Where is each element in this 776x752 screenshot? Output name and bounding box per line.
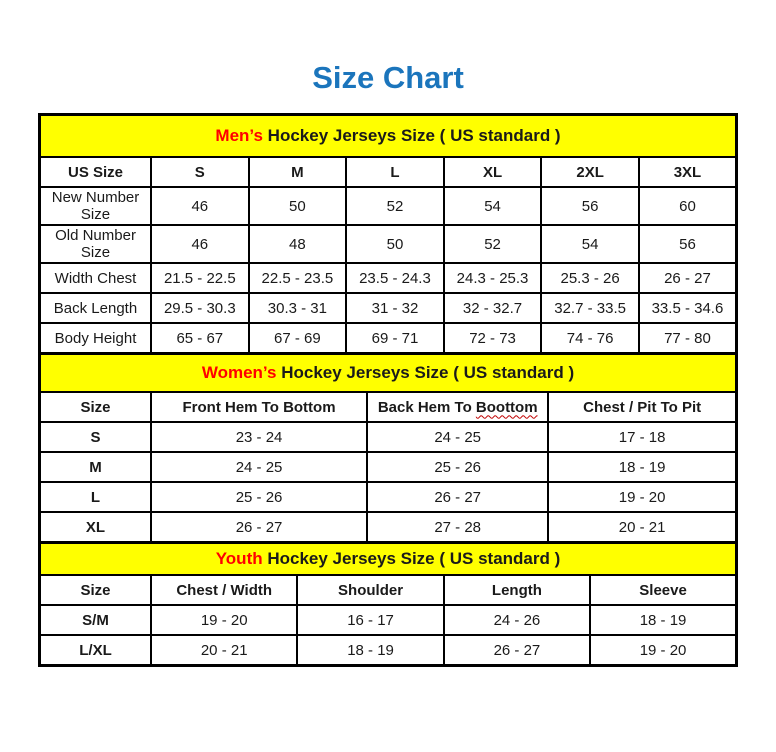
table-cell: 48	[249, 225, 347, 263]
page-title: Size Chart	[312, 60, 464, 95]
table-cell: 23.5 - 24.3	[346, 263, 444, 293]
column-header: Shoulder	[297, 575, 443, 605]
row-label: L	[40, 482, 152, 512]
table-cell: 26 - 27	[444, 635, 590, 666]
table-cell: 46	[151, 187, 249, 225]
table-cell: 65 - 67	[151, 323, 249, 354]
table-cell: 19 - 20	[548, 482, 736, 512]
column-header: XL	[444, 157, 542, 187]
table-cell: 32 - 32.7	[444, 293, 542, 323]
table-row	[40, 482, 737, 512]
table-row	[40, 293, 737, 323]
section-title-text: Hockey Jerseys Size ( US standard )	[262, 549, 561, 568]
table-cell: 56	[541, 187, 639, 225]
size-table-womens	[38, 352, 738, 544]
table-cell: 56	[639, 225, 737, 263]
table-row	[40, 422, 737, 452]
table-cell: 24 - 26	[444, 605, 590, 635]
header-row	[40, 392, 737, 422]
table-cell: 17 - 18	[548, 422, 736, 452]
size-table-youth	[38, 541, 738, 667]
table-cell: 20 - 21	[548, 512, 736, 543]
header-row	[40, 157, 737, 187]
table-cell: 18 - 19	[590, 605, 736, 635]
table-row	[40, 635, 737, 666]
header-row	[40, 575, 737, 605]
table-cell: 77 - 80	[639, 323, 737, 354]
row-label: S/M	[40, 605, 152, 635]
section-title-accent: Men’s	[215, 126, 263, 145]
section-title-accent: Women’s	[201, 363, 277, 382]
table-cell: 24 - 25	[367, 422, 548, 452]
column-header: 3XL	[639, 157, 737, 187]
section-title-text: Hockey Jerseys Size ( US standard )	[276, 363, 575, 382]
table-row	[40, 605, 737, 635]
column-header: Length	[444, 575, 590, 605]
column-header: US Size	[40, 157, 152, 187]
table-cell: 26 - 27	[367, 482, 548, 512]
table-cell: 50	[346, 225, 444, 263]
column-header: Chest / Pit To Pit	[548, 392, 736, 422]
table-cell: 19 - 20	[151, 605, 297, 635]
table-cell: 50	[249, 187, 347, 225]
section-title-text: Hockey Jerseys Size ( US standard )	[262, 126, 561, 145]
column-header: Back Hem To Boottom	[367, 392, 548, 422]
table-row	[40, 263, 737, 293]
row-label: L/XL	[40, 635, 152, 666]
table-cell: 25.3 - 26	[541, 263, 639, 293]
row-label: M	[40, 452, 152, 482]
table-row	[40, 225, 737, 263]
table-cell: 54	[444, 187, 542, 225]
column-header: 2XL	[541, 157, 639, 187]
column-header: Front Hem To Bottom	[151, 392, 367, 422]
table-cell: 31 - 32	[346, 293, 444, 323]
size-table-mens	[38, 113, 738, 355]
row-label: XL	[40, 512, 152, 543]
row-label: Old Number Size	[40, 225, 152, 263]
row-label: Back Length	[40, 293, 152, 323]
table-cell: 46	[151, 225, 249, 263]
section-title-accent: Youth	[215, 549, 263, 568]
table-cell: 69 - 71	[346, 323, 444, 354]
table-row	[40, 187, 737, 225]
table-cell: 18 - 19	[548, 452, 736, 482]
table-cell: 20 - 21	[151, 635, 297, 666]
table-cell: 32.7 - 33.5	[541, 293, 639, 323]
table-cell: 29.5 - 30.3	[151, 293, 249, 323]
table-cell: 54	[541, 225, 639, 263]
table-cell: 72 - 73	[444, 323, 542, 354]
table-cell: 74 - 76	[541, 323, 639, 354]
row-label: Width Chest	[40, 263, 152, 293]
table-row	[40, 452, 737, 482]
table-cell: 24 - 25	[151, 452, 367, 482]
row-label: New Number Size	[40, 187, 152, 225]
column-header: L	[346, 157, 444, 187]
table-row	[40, 323, 737, 354]
section-title-youth	[40, 543, 737, 576]
column-header: Size	[40, 575, 152, 605]
row-label: Body Height	[40, 323, 152, 354]
table-cell: 52	[346, 187, 444, 225]
section-title-womens	[40, 354, 737, 393]
column-header: Chest / Width	[151, 575, 297, 605]
column-header: Sleeve	[590, 575, 736, 605]
table-cell: 60	[639, 187, 737, 225]
table-cell: 16 - 17	[297, 605, 443, 635]
table-cell: 23 - 24	[151, 422, 367, 452]
misspelled-word: Boottom	[475, 398, 538, 416]
size-tables	[38, 113, 738, 667]
row-label: S	[40, 422, 152, 452]
table-cell: 27 - 28	[367, 512, 548, 543]
table-cell: 52	[444, 225, 542, 263]
table-cell: 67 - 69	[249, 323, 347, 354]
table-cell: 30.3 - 31	[249, 293, 347, 323]
column-header: Size	[40, 392, 152, 422]
table-cell: 33.5 - 34.6	[639, 293, 737, 323]
table-cell: 19 - 20	[590, 635, 736, 666]
table-cell: 26 - 27	[151, 512, 367, 543]
column-header: M	[249, 157, 347, 187]
table-cell: 24.3 - 25.3	[444, 263, 542, 293]
table-cell: 21.5 - 22.5	[151, 263, 249, 293]
table-cell: 25 - 26	[367, 452, 548, 482]
column-header: S	[151, 157, 249, 187]
table-cell: 22.5 - 23.5	[249, 263, 347, 293]
table-cell: 26 - 27	[639, 263, 737, 293]
table-cell: 25 - 26	[151, 482, 367, 512]
table-cell: 18 - 19	[297, 635, 443, 666]
table-row	[40, 512, 737, 543]
section-title-mens	[40, 115, 737, 158]
